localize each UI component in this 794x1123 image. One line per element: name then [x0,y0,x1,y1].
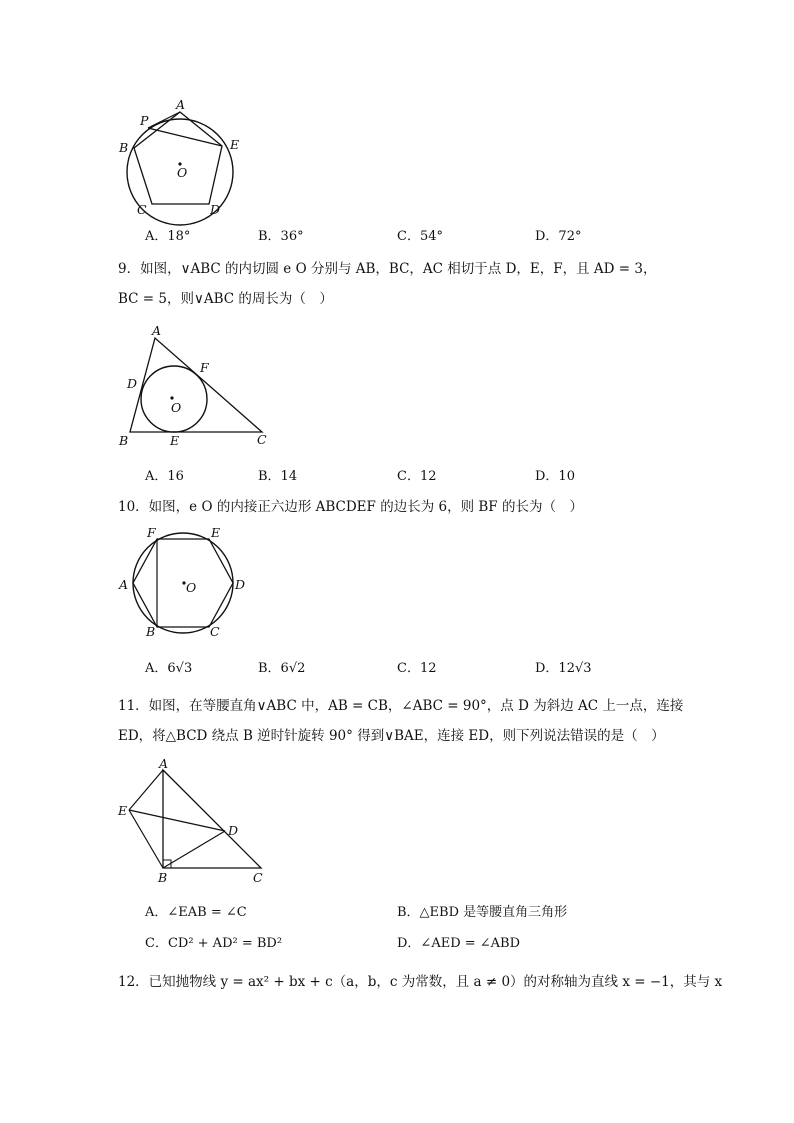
q10-option-c: C．12 [397,661,437,676]
q11-line-ae [129,770,163,810]
q9-triangle [130,338,262,432]
q8-label-p: P [140,113,149,128]
q11-label-d: D [228,823,239,838]
q8-label-c: C [137,202,147,217]
q10-label-o: O [186,580,197,595]
q9-label-d: D [127,376,138,391]
q9-option-a: A．16 [145,469,184,484]
q11-label-a: A [159,756,169,771]
q10-label-b: B [146,624,156,639]
q9-stem-line2: BC = 5，则∨ABC 的周长为（ ） [118,291,333,307]
q8-option-a: A．18° [145,229,191,244]
q9-figure [115,320,275,450]
q8-label-o: O [177,165,188,180]
q11-figure [115,758,275,888]
q11-line-eb [129,810,163,868]
q10-label-a: A [119,577,129,592]
q8-line-pa [148,112,180,128]
q9-label-e: E [170,433,180,448]
q9-option-c: C．12 [397,469,437,484]
q8-option-c: C．54° [397,229,443,244]
q9-incircle [141,366,207,432]
q11-label-b: B [158,870,168,885]
q11-stem-line1: 11．如图，在等腰直角∨ABC 中，AB = CB，∠ABC = 90°，点 D 为斜边 AC 上一点，连接 [118,698,684,714]
q10-stem-line1: 10．如图，e O 的内接正六边形 ABCDEF 的边长为 6，则 BF 的长为（ ） [118,499,583,515]
q9-option-b: B．14 [258,469,298,484]
q12-stem-line1: 12．已知抛物线 y = ax² + bx + c（a，b，c 为常数，且 a ≠ 0）的对称轴为直线 x = −1，其与 x [118,974,723,990]
q11-option-a: A．∠EAB = ∠C [145,905,247,920]
q8-label-a: A [176,97,186,112]
q10-option-a: A．6√3 [145,661,193,676]
q8-option-b: B．36° [258,229,304,244]
q9-label-a: A [152,323,162,338]
q8-label-b: B [119,140,129,155]
q10-option-b: B．6√2 [258,661,306,676]
q11-option-d: D．∠AED = ∠ABD [397,936,521,951]
q11-line-bd [163,831,225,868]
q11-stem-line2: ED，将△BCD 绕点 B 逆时针旋转 90° 得到∨BAE，连接 ED，则下列说法错误的是（ ） [118,728,665,744]
q11-option-c: C．CD² + AD² = BD² [145,936,283,951]
q8-option-d: D．72° [535,229,582,244]
q8-label-d: D [210,202,221,217]
q11-label-c: C [253,870,263,885]
q10-figure [115,525,255,640]
q11-line-ed [129,810,225,831]
q9-stem-line1: 9．如图，∨ABC 的内切圆 e O 分别与 AB，BC，AC 相切于点 D，E，F，且 AD = 3， [118,261,657,277]
q11-label-e: E [118,803,128,818]
q8-figure [110,92,260,222]
q9-label-b: B [119,433,129,448]
q11-triangle-abc [163,770,261,868]
q9-label-f: F [200,360,209,375]
q11-option-b: B．△EBD 是等腰直角三角形 [397,905,568,920]
q9-label-c: C [257,432,267,447]
q10-label-f: F [147,525,156,540]
q8-label-e: E [230,137,240,152]
q9-option-d: D．10 [535,469,575,484]
q10-label-d: D [235,577,246,592]
q10-label-e: E [211,525,221,540]
q10-option-d: D．12√3 [535,661,592,676]
q10-label-c: C [210,624,220,639]
q9-label-o: O [171,400,182,415]
